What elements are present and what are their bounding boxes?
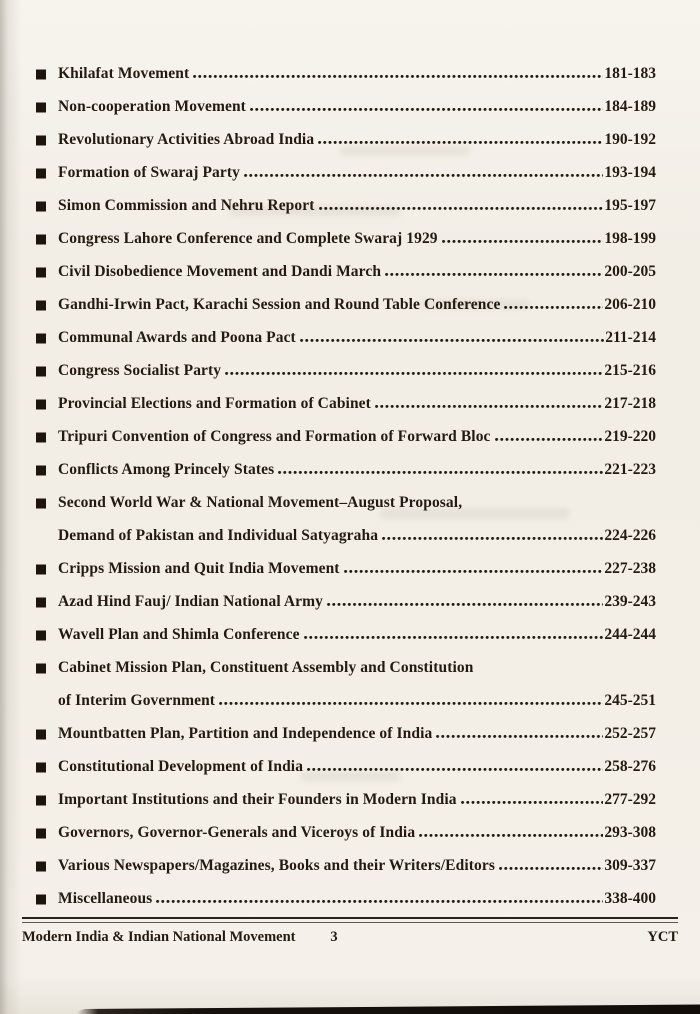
toc-entry-pages: 258-276 [604, 758, 656, 775]
leader-dots [382, 537, 603, 540]
toc-entry-title: Various Newspapers/Magazines, Books and their Writers/Editors [58, 857, 495, 874]
toc-entry [36, 717, 656, 750]
toc-entry-line [36, 486, 656, 519]
leader-dots [504, 306, 603, 309]
toc-entry-title: Formation of Swaraj Party [58, 164, 240, 181]
toc-entry-pages: 219-220 [604, 428, 656, 445]
footer-page-number: 3 [330, 929, 338, 945]
toc-entry-pages: 227-238 [604, 560, 656, 577]
leader-dots [436, 735, 603, 738]
toc-entry-title: Constitutional Development of India [58, 758, 304, 775]
toc-entry [36, 750, 656, 783]
toc-entry [36, 453, 656, 486]
toc-entry-pages: 244-244 [604, 626, 656, 643]
bullet-square-icon [36, 861, 46, 871]
toc-entry-line [36, 222, 656, 255]
toc-entry-pages: 211-214 [605, 329, 656, 346]
toc-entry-line [36, 618, 656, 651]
bullet-square-icon [36, 465, 46, 475]
footer-divider [22, 917, 678, 923]
toc-entry-pages: 195-197 [604, 197, 656, 214]
toc-entry [36, 354, 656, 387]
leader-dots [219, 702, 603, 705]
toc-entry [36, 849, 656, 882]
leader-dots [344, 570, 604, 573]
toc-entry-line [36, 585, 656, 618]
toc-entry-title: Communal Awards and Poona Pact [58, 329, 296, 346]
toc-entry [36, 321, 656, 354]
toc-entry-pages: 293-308 [604, 824, 656, 841]
toc-entry [36, 387, 656, 420]
leader-dots [156, 900, 603, 903]
toc-entry-line [36, 420, 656, 453]
toc-entry-title: Revolutionary Activities Abroad India [58, 131, 315, 148]
toc-entry-title-continued: Demand of Pakistan and Individual Satyagraha [58, 527, 379, 544]
bullet-square-icon [36, 564, 46, 574]
table-of-contents [36, 57, 656, 915]
leader-dots [300, 339, 604, 342]
toc-entry-pages: 338-400 [604, 890, 656, 907]
leader-dots [250, 108, 603, 111]
bullet-square-icon [36, 267, 46, 277]
toc-entry-line [36, 816, 656, 849]
toc-entry-pages: 277-292 [604, 791, 656, 808]
bullet-square-icon [36, 201, 46, 211]
toc-entry-title: Khilafat Movement [58, 65, 190, 82]
toc-entry [36, 618, 656, 651]
leader-dots [375, 405, 603, 408]
toc-entry-pages: 215-216 [604, 362, 656, 379]
bullet-square-icon [36, 795, 46, 805]
toc-entry-line [36, 156, 656, 189]
toc-entry-pages: 184-189 [604, 98, 656, 115]
leader-dots [461, 801, 604, 804]
toc-entry-title: Mountbatten Plan, Partition and Independence of India [58, 725, 433, 742]
toc-entry-title: Tripuri Convention of Congress and Formation of Forward Bloc [58, 428, 491, 445]
leader-dots [244, 174, 603, 177]
bullet-square-icon [36, 729, 46, 739]
toc-entry [36, 57, 656, 90]
bullet-square-icon [36, 366, 46, 376]
toc-entry-line [36, 651, 656, 684]
toc-entry-line [36, 453, 656, 486]
bullet-square-icon [36, 333, 46, 343]
toc-entry-line [36, 387, 656, 420]
toc-entry [36, 420, 656, 453]
toc-entry [36, 222, 656, 255]
toc-entry-title: Gandhi-Irwin Pact, Karachi Session and Round Table Conference [58, 296, 501, 313]
toc-entry-line [36, 321, 656, 354]
toc-entry [36, 552, 656, 585]
toc-entry-pages: 206-210 [604, 296, 656, 313]
toc-entry [36, 783, 656, 816]
bullet-square-icon [36, 102, 46, 112]
toc-entry-line-continued [36, 519, 656, 552]
bullet-square-icon [36, 168, 46, 178]
footer-publisher: YCT [647, 929, 678, 945]
toc-entry-line [36, 552, 656, 585]
toc-entry-pages: 224-226 [604, 527, 656, 544]
toc-entry-line [36, 783, 656, 816]
toc-entry-line [36, 750, 656, 783]
toc-entry [36, 882, 656, 915]
toc-entry-pages: 217-218 [604, 395, 656, 412]
toc-entry-line [36, 354, 656, 387]
toc-entry-pages: 200-205 [604, 263, 656, 280]
bullet-square-icon [36, 135, 46, 145]
bullet-square-icon [36, 399, 46, 409]
toc-entry-title: Cripps Mission and Quit India Movement [58, 560, 340, 577]
leader-dots [327, 603, 603, 606]
bullet-square-icon [36, 828, 46, 838]
toc-entry-title: Civil Disobedience Movement and Dandi March [58, 263, 382, 280]
toc-entry [36, 123, 656, 156]
toc-entry-pages: 181-183 [604, 65, 656, 82]
toc-entry-title: Second World War & National Movement–August Proposal, [58, 494, 463, 511]
leader-dots [307, 768, 603, 771]
toc-entry-title: Wavell Plan and Shimla Conference [58, 626, 300, 643]
toc-entry-line [36, 57, 656, 90]
leader-dots [304, 636, 604, 639]
toc-entry-pages: 221-223 [604, 461, 656, 478]
toc-entry-pages: 245-251 [604, 692, 656, 709]
toc-entry-line [36, 717, 656, 750]
toc-entry-title: Congress Socialist Party [58, 362, 222, 379]
toc-entry-line-continued [36, 684, 656, 717]
toc-entry-line [36, 189, 656, 222]
toc-entry-pages: 252-257 [604, 725, 656, 742]
toc-entry-pages: 193-194 [604, 164, 656, 181]
leader-dots [495, 438, 604, 441]
toc-entry-title: Simon Commission and Nehru Report [58, 197, 315, 214]
bullet-square-icon [36, 300, 46, 310]
toc-entry [36, 156, 656, 189]
leader-dots [318, 141, 603, 144]
bullet-square-icon [36, 432, 46, 442]
toc-entry-title: Non-cooperation Movement [58, 98, 246, 115]
toc-entry-title: Congress Lahore Conference and Complete Swaraj 1929 [58, 230, 438, 247]
bullet-square-icon [36, 630, 46, 640]
toc-entry-title: Miscellaneous [58, 890, 153, 907]
toc-entry [36, 486, 656, 552]
bullet-square-icon [36, 663, 46, 673]
footer-book-title: Modern India & Indian National Movement [22, 929, 296, 945]
toc-entry-title: Important Institutions and their Founders in Modern India [58, 791, 457, 808]
toc-entry-line [36, 288, 656, 321]
leader-dots [193, 75, 603, 78]
toc-entry [36, 255, 656, 288]
leader-dots [499, 867, 603, 870]
leader-dots [419, 834, 603, 837]
toc-entry-pages: 190-192 [604, 131, 656, 148]
toc-entry-line [36, 123, 656, 156]
toc-entry-line [36, 255, 656, 288]
bullet-square-icon [36, 498, 46, 508]
page-footer [22, 917, 678, 947]
toc-entry [36, 288, 656, 321]
toc-entry-title: Governors, Governor-Generals and Viceroys of India [58, 824, 416, 841]
bullet-square-icon [36, 69, 46, 79]
toc-entry-pages: 198-199 [604, 230, 656, 247]
toc-entry-pages: 309-337 [604, 857, 656, 874]
toc-entry-title: Provincial Elections and Formation of Cabinet [58, 395, 371, 412]
toc-entry-title: Cabinet Mission Plan, Constituent Assembly and Constitution [58, 659, 474, 676]
toc-entry-pages: 239-243 [604, 593, 656, 610]
toc-entry [36, 651, 656, 717]
bullet-square-icon [36, 894, 46, 904]
toc-entry-line [36, 90, 656, 123]
leader-dots [385, 273, 603, 276]
toc-entry-line [36, 882, 656, 915]
toc-entry-title: Azad Hind Fauj/ Indian National Army [58, 593, 323, 610]
bullet-square-icon [36, 234, 46, 244]
toc-entry [36, 189, 656, 222]
toc-entry-title-continued: of Interim Government [58, 692, 216, 709]
toc-entry-title: Conflicts Among Princely States [58, 461, 275, 478]
toc-entry-line [36, 849, 656, 882]
bullet-square-icon [36, 597, 46, 607]
leader-dots [278, 471, 603, 474]
leader-dots [319, 207, 604, 210]
toc-entry [36, 585, 656, 618]
leader-dots [442, 240, 604, 243]
bullet-square-icon [36, 762, 46, 772]
leader-dots [225, 372, 603, 375]
toc-entry [36, 90, 656, 123]
toc-entry [36, 816, 656, 849]
